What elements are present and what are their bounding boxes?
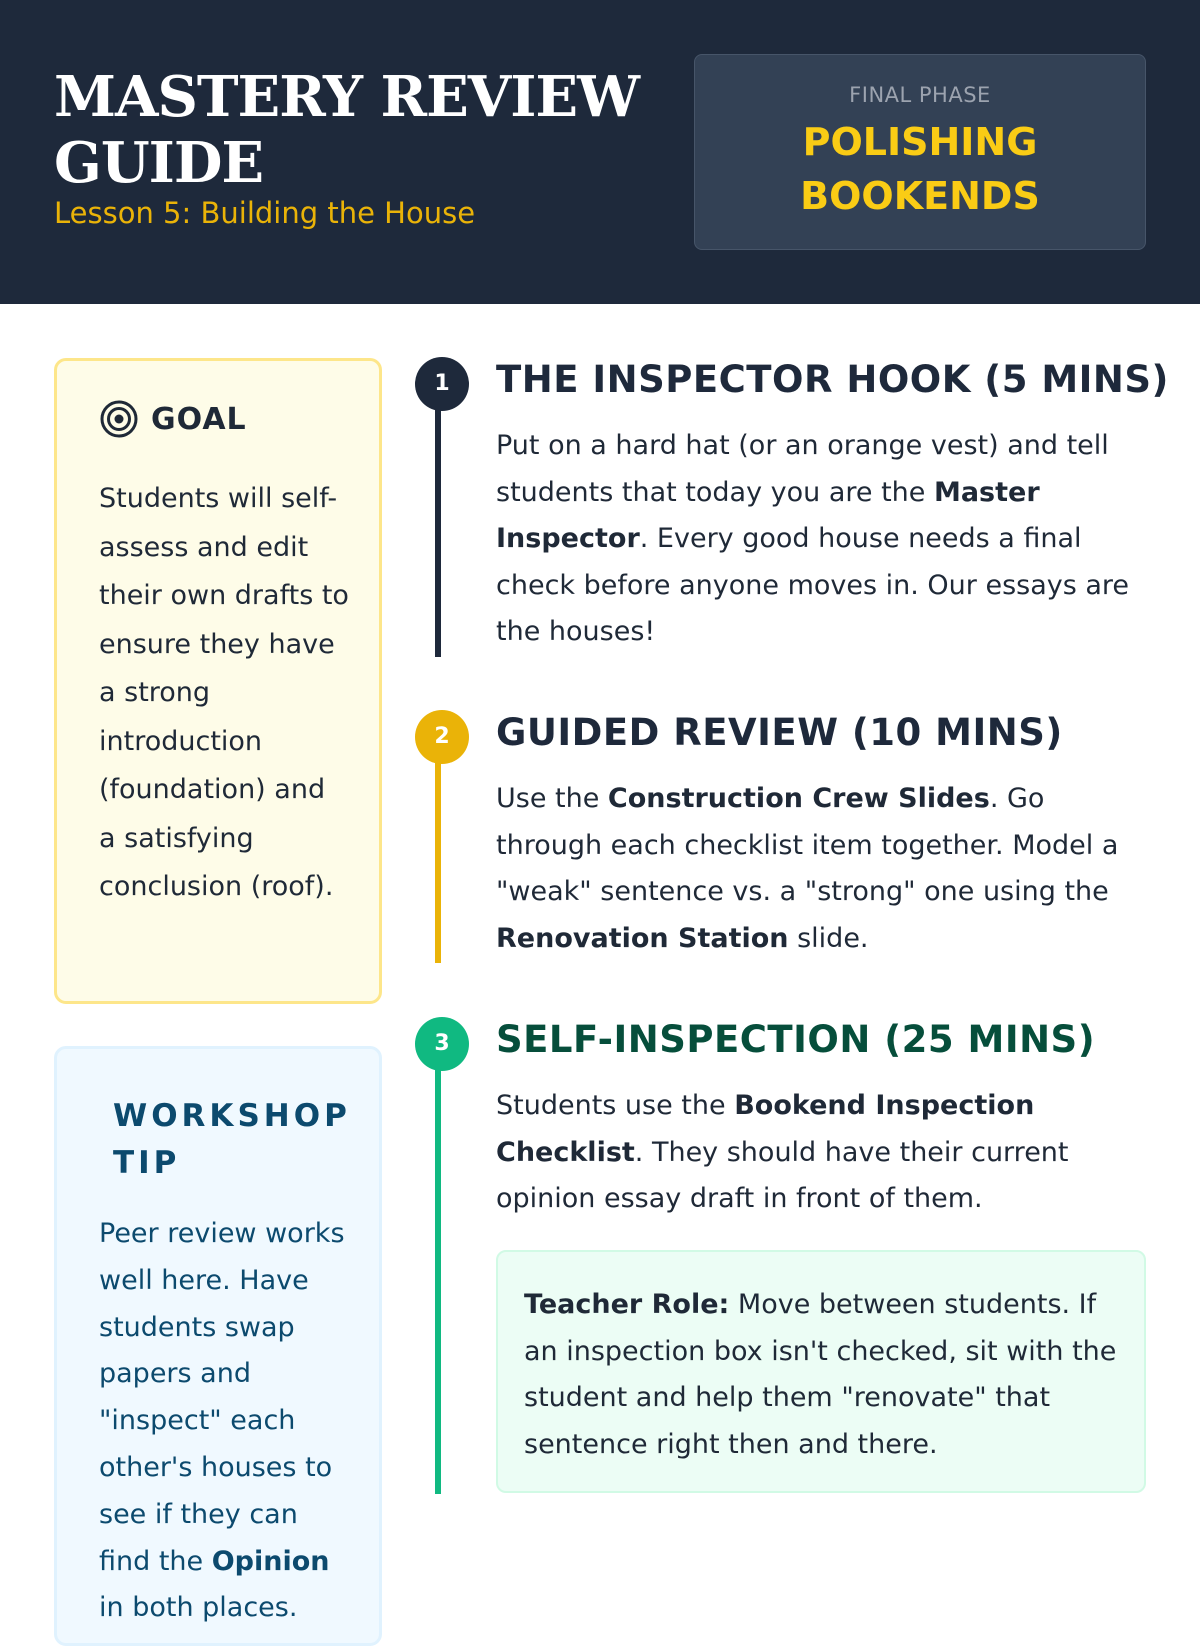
step-2-line	[435, 737, 441, 963]
teacher-role-note	[496, 1250, 1146, 1493]
step-2-title: GUIDED REVIEW (10 MINS)	[496, 711, 1063, 754]
step-2-body	[496, 776, 1146, 962]
step-2-bold: Renovation Station	[496, 922, 789, 954]
phase-name: POLISHING BOOKENDS	[800, 120, 1040, 218]
step-1-text: Put on a hard hat (or an orange vest) and tell students that today you are the	[496, 430, 1109, 508]
step-3-title: SELF-INSPECTION (25 MINS)	[496, 1018, 1096, 1061]
step-3-text: Students use the	[496, 1090, 735, 1121]
step-1-title: THE INSPECTOR HOOK (5 MINS)	[496, 358, 1169, 401]
teacher-role-text	[524, 1282, 1124, 1468]
tip-text	[99, 1211, 351, 1632]
goal-heading	[99, 399, 247, 439]
step-3-badge: 3	[415, 1017, 469, 1071]
goal-card	[54, 358, 382, 1004]
phase-card	[694, 54, 1146, 250]
step-1-bold: Master Inspector	[496, 476, 1040, 554]
tip-text-part: in both places.	[99, 1592, 298, 1624]
step-2-bold: Construction Crew Slides	[607, 783, 990, 814]
header	[0, 0, 1200, 304]
tip-title: WORKSHOP TIP	[113, 1098, 351, 1181]
step-3-line	[435, 1044, 441, 1494]
step-2-text: slide.	[788, 922, 869, 954]
goal-title: GOAL	[151, 401, 247, 437]
tip-text-bold: Opinion	[211, 1545, 330, 1577]
step-1-line	[435, 384, 441, 657]
phase-label: FINAL PHASE	[849, 83, 991, 107]
step-1-text: . Every good house needs a final check before anyone moves in. Our essays are the houses!	[496, 523, 1130, 647]
teacher-role-body: Move between students. If an inspection box isn't checked, sit with the student and help them "renovate" that sentence right then and there.	[524, 1289, 1117, 1460]
step-1-badge: 1	[415, 357, 469, 411]
teacher-role-label: Teacher Role:	[524, 1289, 730, 1320]
workshop-tip-card	[54, 1046, 382, 1646]
step-3-body	[496, 1083, 1146, 1223]
step-1-body	[496, 423, 1146, 656]
step-2-text: . Go through each checklist item together. Model a "weak" sentence vs. a "strong" one using the	[496, 783, 1119, 907]
step-3-bold: Bookend Inspection Checklist	[496, 1090, 1035, 1168]
step-3-text: . They should have their current opinion essay draft in front of them.	[496, 1136, 1069, 1214]
target-icon	[99, 399, 139, 439]
lesson-subtitle: Lesson 5: Building the House	[54, 196, 476, 230]
step-2-text: Use the	[496, 783, 608, 814]
page-title: MASTERY REVIEW GUIDE	[54, 64, 639, 196]
step-2-badge: 2	[415, 710, 469, 764]
tip-text-part: Peer review works well here. Have students swap papers and "inspect" each other's houses to see if they can find the	[99, 1218, 345, 1577]
goal-text: Students will self-assess and edit their own drafts to ensure they have a strong introduction (foundation) and a satisfying conclusion (roof).	[99, 483, 349, 902]
